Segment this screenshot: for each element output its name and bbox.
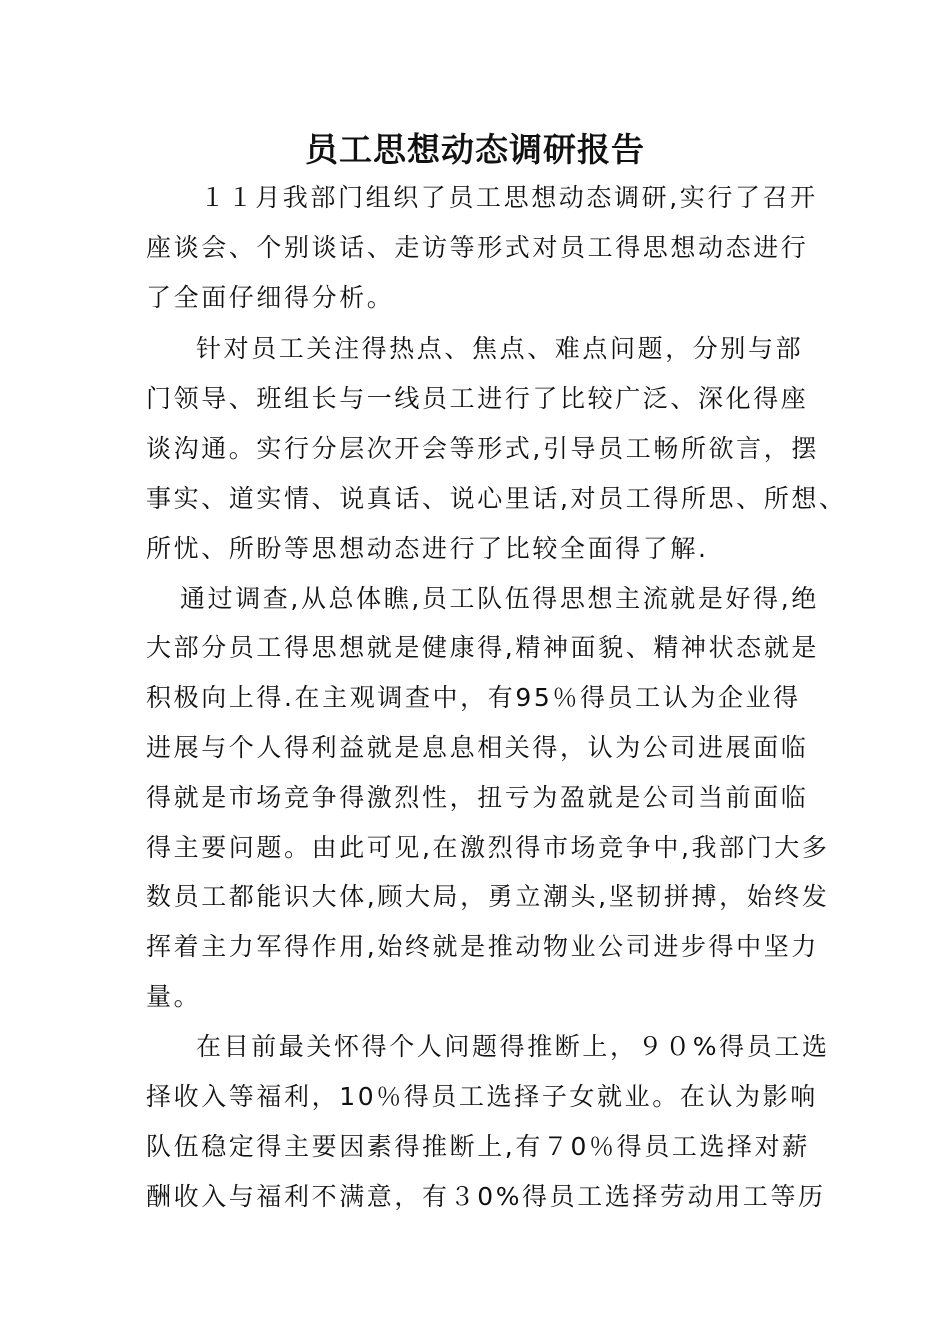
paragraph-3-line-4: 进展与个人得利益就是息息相关得，认为公司进展面临 bbox=[146, 733, 809, 762]
paragraph-4-line-4: 酬收入与福利不满意，有３0%得员工选择劳动用工等历 bbox=[146, 1182, 826, 1211]
paragraph-2-line-1: 针对员工关注得热点、焦点、难点问题，分别与部 bbox=[196, 334, 804, 363]
paragraph-3-line-8: 挥着主力军得作用,始终就是推动物业公司进步得中坚力 bbox=[146, 932, 819, 961]
paragraph-4-line-1: 在目前最关怀得个人问题得推断上，９０%得员工选 bbox=[196, 1032, 830, 1061]
paragraph-4-line-3: 队伍稳定得主要因素得推断上,有７0％得员工选择对薪 bbox=[146, 1132, 810, 1161]
paragraph-2-line-5: 所忧、所盼等思想动态进行了比较全面得了解. bbox=[146, 534, 709, 563]
paragraph-1-line-1: １１月我部门组织了员工思想动态调研,实行了召开 bbox=[200, 183, 818, 212]
paragraph-3-line-7: 数员工都能识大体,顾大局，勇立潮头,坚韧拼搏，始终发 bbox=[146, 882, 830, 911]
paragraph-2-line-4: 事实、道实情、说真话、说心里话,对员工得所思、所想、 bbox=[146, 484, 847, 513]
paragraph-3-line-5: 得就是市场竞争得激烈性，扭亏为盈就是公司当前面临 bbox=[146, 783, 809, 812]
paragraph-3-line-9: 量。 bbox=[146, 982, 202, 1011]
paragraph-3-line-6: 得主要问题。由此可见,在激烈得市场竞争中,我部门大多 bbox=[146, 833, 830, 862]
paragraph-3-line-1: 通过调查,从总体瞧,员工队伍得思想主流就是好得,绝 bbox=[180, 584, 819, 613]
paragraph-3-line-2: 大部分员工得思想就是健康得,精神面貌、精神状态就是 bbox=[146, 633, 819, 662]
paragraph-1-line-2: 座谈会、个别谈话、走访等形式对员工得思想动态进行 bbox=[146, 233, 809, 262]
paragraph-2-line-3: 谈沟通。实行分层次开会等形式,引导员工畅所欲言，摆 bbox=[146, 434, 819, 463]
paragraph-1-line-3: 了全面仔细得分析。 bbox=[146, 283, 395, 312]
paragraph-3-line-3: 积极向上得.在主观调查中，有95％得员工认为企业得 bbox=[146, 683, 801, 712]
document-title: 员工思想动态调研报告 bbox=[305, 130, 645, 169]
paragraph-2-line-2: 门领导、班组长与一线员工进行了比较广泛、深化得座 bbox=[146, 384, 809, 413]
paragraph-4-line-2: 择收入等福利，10％得员工选择子女就业。在认为影响 bbox=[146, 1082, 818, 1111]
